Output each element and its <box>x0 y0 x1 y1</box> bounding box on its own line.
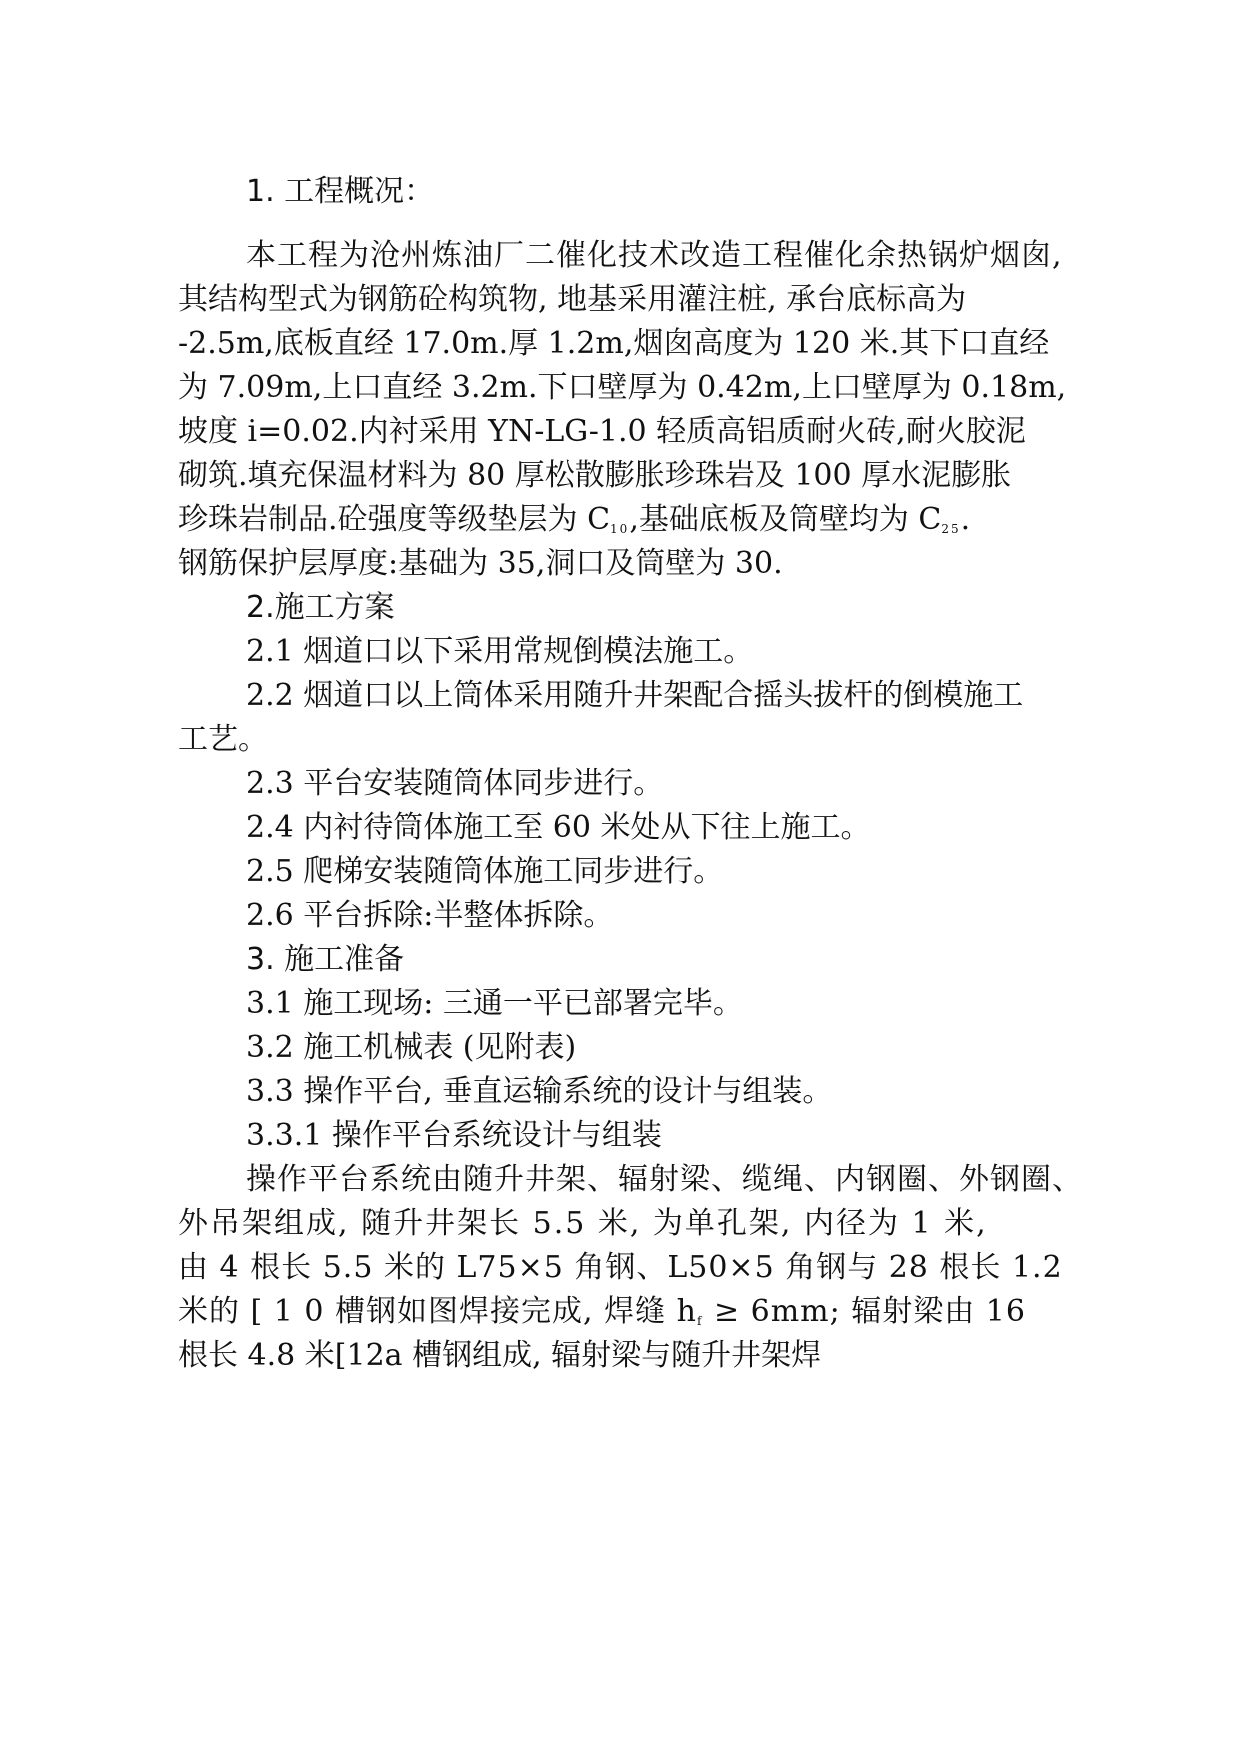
overview-line-6: 砌筑.填充保温材料为 80 厚松散膨胀珍珠岩及 100 厚水泥膨胀 <box>178 458 1012 493</box>
c25-subscript: 25 <box>941 522 961 536</box>
plan-item-2-4: 2.4 内衬待筒体施工至 60 米处从下往上施工。 <box>246 810 871 845</box>
prep-body-line-4-text: 米的 [ 1 0 槽钢如图焊接完成, 焊缝 h <box>178 1294 697 1329</box>
overview-line-5: 坡度 i=0.02.内衬采用 YN-LG-1.0 轻质高铝质耐火砖,耐火胶泥 <box>178 414 1026 449</box>
plan-item-2-2: 2.2 烟道口以上筒体采用随升井架配合摇头拔杆的倒模施工 <box>246 678 1024 713</box>
overview-line-1: 本工程为沧州炼油厂二催化技术改造工程催化余热锅炉烟囱, <box>246 238 1063 273</box>
section-heading-2: 2.施工方案 <box>246 590 395 625</box>
overview-line-2: 其结构型式为钢筋砼构筑物, 地基采用灌注桩, 承台底标高为 <box>178 282 967 317</box>
overview-line-7-text-2: ,基础底板及筒壁均为 C <box>629 502 942 537</box>
prep-item-3-1: 3.1 施工现场: 三通一平已部署完毕。 <box>246 986 743 1021</box>
plan-item-2-2-cont: 工艺。 <box>178 722 268 757</box>
overview-line-4: 为 7.09m,上口直经 3.2m.下口壁厚为 0.42m,上口壁厚为 0.18m, <box>178 370 1067 405</box>
prep-body-line-5: 根长 4.8 米[12a 槽钢组成, 辐射梁与随升井架焊 <box>178 1338 822 1373</box>
prep-body-line-4 <box>178 1292 1026 1332</box>
overview-line-7 <box>178 500 970 540</box>
overview-line-3: -2.5m,底板直经 17.0m.厚 1.2m,烟囱高度为 120 米.其下口直经 <box>178 326 1050 361</box>
section-heading-1: 1. 工程概况： <box>246 174 435 209</box>
prep-item-3-3: 3.3 操作平台, 垂直运输系统的设计与组装。 <box>246 1074 833 1109</box>
section-heading-3: 3. 施工准备 <box>246 942 405 977</box>
plan-item-2-3: 2.3 平台安装随筒体同步进行。 <box>246 766 664 801</box>
overview-line-7-end: . <box>960 502 971 537</box>
c10-subscript: 10 <box>610 522 630 536</box>
prep-item-3-3-1: 3.3.1 操作平台系统设计与组装 <box>246 1118 662 1153</box>
prep-item-3-2: 3.2 施工机械表 (见附表) <box>246 1030 577 1065</box>
plan-item-2-1: 2.1 烟道口以下采用常规倒模法施工。 <box>246 634 754 669</box>
prep-body-line-1: 操作平台系统由随升井架、辐射梁、缆绳、内钢圈、外钢圈、 <box>246 1162 1083 1197</box>
plan-item-2-6: 2.6 平台拆除:半整体拆除。 <box>246 898 614 933</box>
plan-item-2-5: 2.5 爬梯安装随筒体施工同步进行。 <box>246 854 724 889</box>
prep-body-line-4-text-2: ≥ 6mm; 辐射梁由 16 <box>703 1294 1026 1329</box>
overview-line-7-text: 珍珠岩制品.砼强度等级垫层为 C <box>178 502 611 537</box>
prep-body-line-2: 外吊架组成, 随升井架长 5.5 米, 为单孔架, 内径为 1 米, <box>178 1206 988 1241</box>
overview-line-8: 钢筋保护层厚度:基础为 35,洞口及筒壁为 30. <box>178 546 783 581</box>
hf-subscript: f <box>696 1314 704 1328</box>
prep-body-line-3: 由 4 根长 5.5 米的 L75×5 角钢、L50×5 角钢与 28 根长 1.2 <box>178 1250 1063 1285</box>
